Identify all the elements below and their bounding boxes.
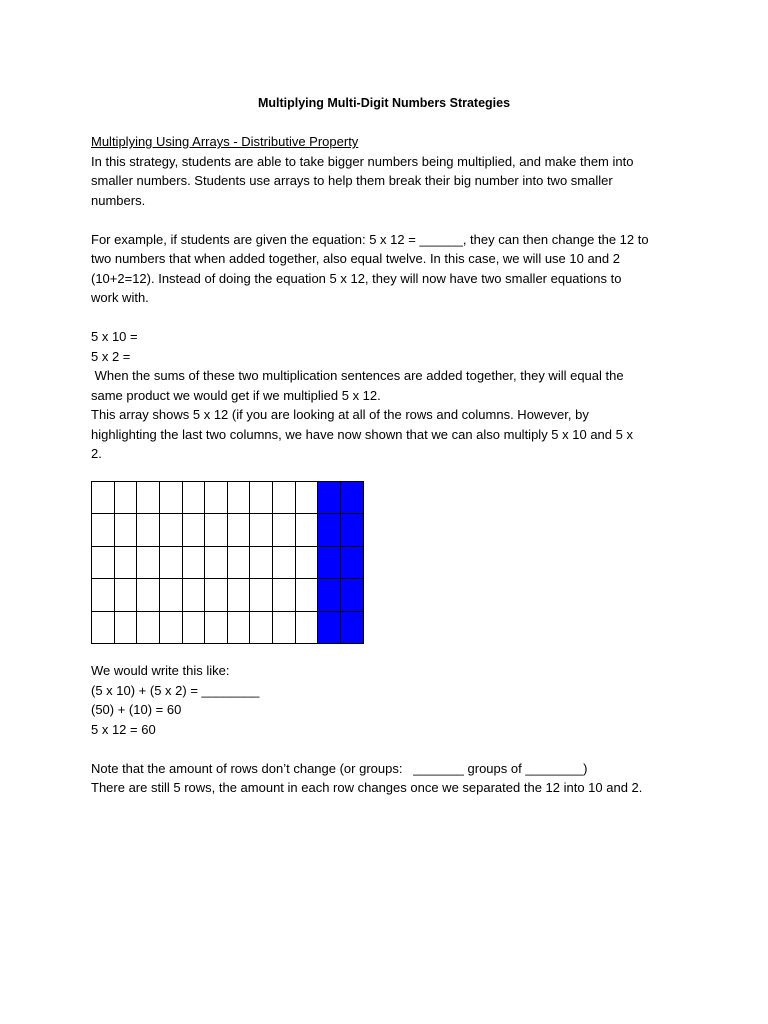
array-cell bbox=[295, 482, 318, 514]
array-cell bbox=[182, 611, 205, 643]
array-cell bbox=[92, 514, 115, 546]
array-diagram bbox=[91, 481, 364, 644]
array-cell-highlighted bbox=[318, 579, 341, 611]
array-cell bbox=[114, 579, 137, 611]
array-cell bbox=[295, 546, 318, 578]
array-cell bbox=[250, 611, 273, 643]
array-cell bbox=[92, 611, 115, 643]
paragraph-line: smaller numbers. Students use arrays to help them break their big number into two smaller bbox=[91, 173, 613, 188]
array-cell bbox=[250, 579, 273, 611]
array-cell-highlighted bbox=[318, 546, 341, 578]
array-row bbox=[92, 546, 364, 578]
array-cell bbox=[182, 546, 205, 578]
array-cell bbox=[205, 611, 228, 643]
array-cell bbox=[182, 482, 205, 514]
array-cell bbox=[92, 579, 115, 611]
array-cell bbox=[159, 482, 182, 514]
writing-line: 5 x 12 = 60 bbox=[91, 721, 156, 737]
section-heading: Multiplying Using Arrays - Distributive Property bbox=[91, 134, 359, 149]
array-row bbox=[92, 611, 364, 643]
page-title: Multiplying Multi-Digit Numbers Strategies bbox=[257, 96, 511, 110]
array-row bbox=[92, 482, 364, 514]
array-cell bbox=[159, 579, 182, 611]
writing-block bbox=[91, 661, 711, 739]
example-paragraph bbox=[91, 230, 691, 308]
note-line: Note that the amount of rows don’t change (or groups: _______ groups of ________) bbox=[91, 760, 588, 776]
array-cell-highlighted bbox=[318, 482, 341, 514]
array-cell bbox=[227, 546, 250, 578]
array-cell bbox=[227, 482, 250, 514]
paragraph-line: For example, if students are given the equation: 5 x 12 = ______, they can then change the 12 to bbox=[91, 231, 649, 247]
paragraph-line: work with. bbox=[91, 290, 149, 305]
array-cell bbox=[114, 611, 137, 643]
array-cell bbox=[295, 611, 318, 643]
array-cell bbox=[273, 514, 296, 546]
paragraph-line: (10+2=12). Instead of doing the equation 5 x 12, they will now have two smaller equations to bbox=[91, 270, 622, 286]
array-cell-highlighted bbox=[318, 514, 341, 546]
document-body-bottom bbox=[91, 661, 711, 798]
array-cell bbox=[114, 514, 137, 546]
spacer bbox=[91, 308, 691, 328]
array-grid bbox=[91, 481, 364, 644]
note-line: There are still 5 rows, the amount in each row changes once we separated the 12 into 10 and 2. bbox=[91, 780, 643, 795]
array-row bbox=[92, 514, 364, 546]
equation-line: 5 x 2 = bbox=[91, 348, 131, 364]
array-cell bbox=[205, 579, 228, 611]
array-cell bbox=[295, 514, 318, 546]
array-cell bbox=[92, 546, 115, 578]
array-cell-highlighted bbox=[341, 514, 364, 546]
equation-line: 5 x 10 = bbox=[91, 329, 138, 344]
array-cell bbox=[182, 514, 205, 546]
array-cell-highlighted bbox=[341, 546, 364, 578]
array-cell-highlighted bbox=[341, 482, 364, 514]
array-cell bbox=[227, 514, 250, 546]
document-body-top bbox=[91, 132, 691, 464]
array-cell bbox=[137, 514, 160, 546]
intro-paragraph bbox=[91, 152, 691, 211]
array-cell bbox=[182, 579, 205, 611]
array-cell bbox=[273, 482, 296, 514]
paragraph-line: same product we would get if we multiplied 5 x 12. bbox=[91, 387, 381, 403]
array-cell bbox=[137, 579, 160, 611]
array-row bbox=[92, 579, 364, 611]
array-cell bbox=[205, 482, 228, 514]
array-cell bbox=[137, 482, 160, 514]
note-block bbox=[91, 759, 711, 798]
paragraph-line: In this strategy, students are able to take bigger numbers being multiplied, and make them into bbox=[91, 153, 634, 169]
array-cell bbox=[250, 514, 273, 546]
array-cell-highlighted bbox=[341, 579, 364, 611]
array-cell bbox=[227, 611, 250, 643]
array-cell bbox=[137, 546, 160, 578]
writing-line: We would write this like: bbox=[91, 663, 230, 678]
array-cell bbox=[137, 611, 160, 643]
array-cell bbox=[159, 514, 182, 546]
array-cell bbox=[273, 579, 296, 611]
paragraph-line: This array shows 5 x 12 (if you are looking at all of the rows and columns. However, by bbox=[91, 407, 589, 422]
spacer bbox=[91, 739, 711, 759]
array-cell bbox=[273, 546, 296, 578]
array-cell bbox=[114, 546, 137, 578]
array-cell-highlighted bbox=[341, 611, 364, 643]
array-cell bbox=[205, 546, 228, 578]
array-cell bbox=[92, 482, 115, 514]
writing-line: (50) + (10) = 60 bbox=[91, 702, 182, 717]
paragraph-line: 2. bbox=[91, 446, 102, 461]
spacer bbox=[91, 210, 691, 230]
array-cell bbox=[273, 611, 296, 643]
array-cell bbox=[205, 514, 228, 546]
paragraph-line: highlighting the last two columns, we have now shown that we can also multiply 5 x 10 and 5 x bbox=[91, 426, 633, 442]
paragraph-line: two numbers that when added together, also equal twelve. In this case, we will use 10 and 2 bbox=[91, 251, 620, 266]
array-cell bbox=[295, 579, 318, 611]
explanation-paragraph bbox=[91, 366, 691, 464]
equations-list bbox=[91, 327, 691, 366]
writing-line: (5 x 10) + (5 x 2) = ________ bbox=[91, 682, 260, 698]
array-cell bbox=[114, 482, 137, 514]
paragraph-line: When the sums of these two multiplication sentences are added together, they will equal the bbox=[91, 368, 624, 383]
array-cell bbox=[227, 579, 250, 611]
array-cell bbox=[159, 611, 182, 643]
array-cell-highlighted bbox=[318, 611, 341, 643]
paragraph-line: numbers. bbox=[91, 192, 146, 208]
array-cell bbox=[250, 482, 273, 514]
array-cell bbox=[159, 546, 182, 578]
array-cell bbox=[250, 546, 273, 578]
